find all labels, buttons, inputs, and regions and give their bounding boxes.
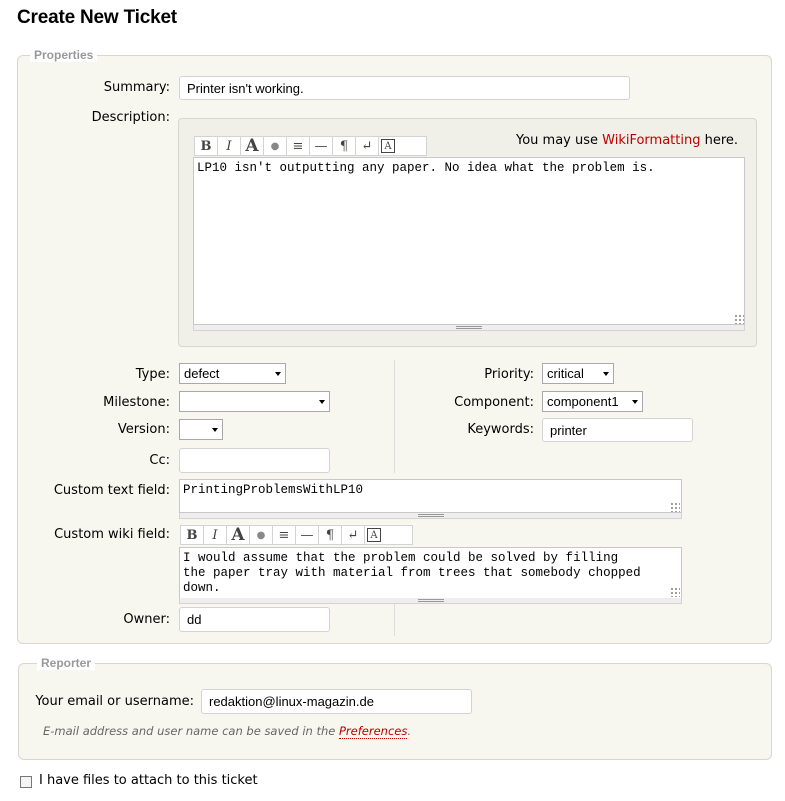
paragraph-icon[interactable]: ¶: [319, 526, 342, 544]
custom-wiki-textarea[interactable]: I would assume that the problem could be solved by filling the paper tray with material from trees that somebody chopped down.: [179, 547, 682, 599]
description-resize-handle[interactable]: [734, 314, 744, 324]
line-break-icon[interactable]: ↵: [342, 526, 365, 544]
owner-label: Owner:: [123, 612, 170, 627]
bold-icon[interactable]: B: [181, 526, 204, 544]
custom-text-grip[interactable]: [179, 513, 682, 519]
wikiformatting-link[interactable]: WikiFormatting: [602, 133, 701, 148]
wiki-hint: [516, 133, 738, 148]
version-select[interactable]: [179, 419, 223, 440]
bold-icon[interactable]: B: [195, 137, 218, 155]
chevron-down-icon: [212, 428, 218, 432]
paragraph-icon[interactable]: ¶: [333, 137, 356, 155]
component-select-value: component1: [547, 394, 619, 409]
description-label: Description:: [91, 110, 170, 125]
summary-input[interactable]: Printer isn't working.: [179, 76, 630, 100]
wiki-hint-suffix: here.: [700, 133, 739, 148]
type-select[interactable]: [179, 363, 286, 384]
wiki-hint-prefix: You may use: [516, 133, 603, 148]
custom-text-textarea[interactable]: PrintingProblemsWithLP10: [179, 479, 682, 513]
heading-icon[interactable]: A: [227, 526, 250, 544]
email-label: Your email or username:: [35, 694, 194, 709]
chevron-down-icon: [319, 400, 325, 404]
reporter-hint-suffix: .: [407, 724, 411, 738]
priority-label: Priority:: [484, 367, 534, 382]
chevron-down-icon: [275, 372, 281, 376]
summary-label: Summary:: [103, 80, 170, 95]
custom-text-label: Custom text field:: [53, 483, 170, 498]
reporter-hint-prefix: E-mail address and user name can be saved in the: [43, 724, 339, 738]
properties-legend: Properties: [30, 48, 97, 62]
description-toolbar: [194, 136, 427, 156]
cc-input[interactable]: [179, 448, 330, 473]
italic-icon[interactable]: I: [218, 137, 241, 155]
code-block-icon[interactable]: ≡: [273, 526, 296, 544]
attach-files-label[interactable]: I have files to attach to this ticket: [39, 773, 258, 788]
keywords-label: Keywords:: [467, 422, 534, 437]
column-divider-lower: [394, 604, 395, 636]
image-icon[interactable]: A: [367, 528, 381, 542]
email-input[interactable]: redaktion@linux-magazin.de: [201, 689, 472, 714]
horizontal-rule-icon[interactable]: —: [296, 526, 319, 544]
type-select-value: defect: [184, 366, 220, 381]
component-label: Component:: [454, 395, 534, 410]
preferences-link[interactable]: Preferences: [339, 724, 408, 738]
line-break-icon[interactable]: ↵: [356, 137, 379, 155]
component-select[interactable]: [542, 391, 643, 412]
image-icon[interactable]: A: [381, 139, 395, 153]
type-label: Type:: [135, 367, 170, 382]
description-grip[interactable]: [193, 325, 745, 331]
link-icon[interactable]: ●: [264, 137, 287, 155]
reporter-legend: Reporter: [37, 656, 95, 670]
column-divider: [394, 360, 395, 473]
chevron-down-icon: [603, 372, 609, 376]
page-title: Create New Ticket: [17, 7, 177, 28]
custom-wiki-resize-handle[interactable]: [670, 587, 680, 597]
milestone-select[interactable]: [179, 391, 330, 412]
owner-input[interactable]: dd: [179, 607, 330, 632]
chevron-down-icon: [632, 400, 638, 404]
custom-wiki-grip[interactable]: [179, 598, 682, 604]
attach-files-checkbox[interactable]: [20, 776, 32, 788]
italic-icon[interactable]: I: [204, 526, 227, 544]
priority-select[interactable]: [542, 363, 614, 384]
keywords-input[interactable]: printer: [542, 418, 693, 442]
custom-wiki-label: Custom wiki field:: [54, 527, 170, 542]
custom-text-resize-handle[interactable]: [670, 502, 680, 512]
milestone-label: Milestone:: [103, 395, 170, 410]
description-textarea[interactable]: LP10 isn't outputting any paper. No idea what the problem is.: [193, 157, 745, 325]
cc-label: Cc:: [149, 453, 170, 468]
version-label: Version:: [117, 422, 170, 437]
link-icon[interactable]: ●: [250, 526, 273, 544]
priority-select-value: critical: [547, 366, 584, 381]
reporter-hint: [43, 724, 411, 738]
code-block-icon[interactable]: ≡: [287, 137, 310, 155]
horizontal-rule-icon[interactable]: —: [310, 137, 333, 155]
heading-icon[interactable]: A: [241, 137, 264, 155]
custom-wiki-toolbar: [180, 525, 413, 545]
